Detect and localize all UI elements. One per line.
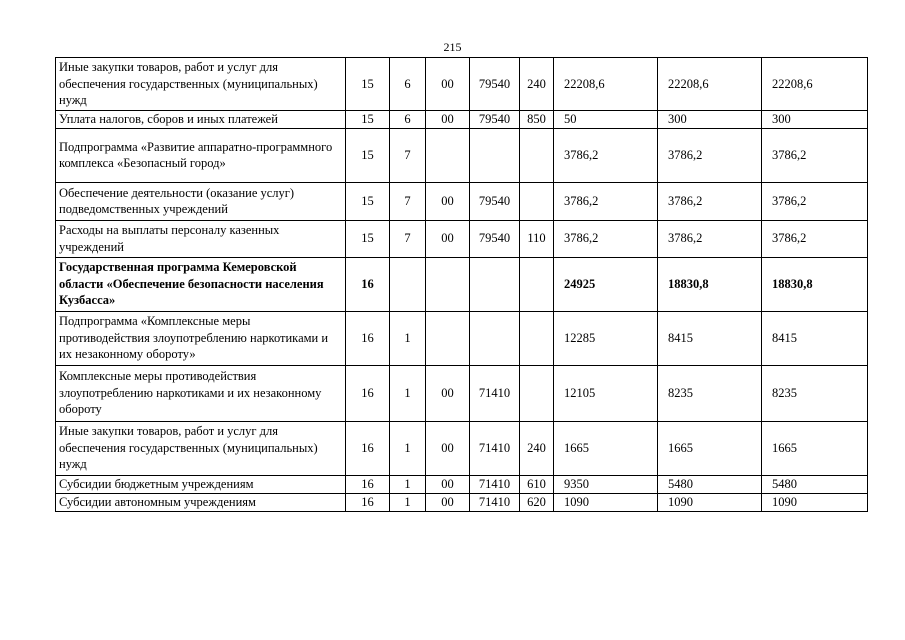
- amount-year2-cell: 8415: [658, 311, 762, 365]
- direction-code-cell: [470, 128, 520, 182]
- section-code-cell: 15: [346, 220, 390, 257]
- table-row: [56, 365, 868, 421]
- table-row: [56, 493, 868, 511]
- program-code-cell: 00: [426, 220, 470, 257]
- expense-type-cell: [520, 365, 554, 421]
- amount-year3-cell: 1665: [762, 421, 868, 475]
- amount-year2-cell: 3786,2: [658, 128, 762, 182]
- direction-code-cell: 79540: [470, 182, 520, 220]
- expense-type-cell: 110: [520, 220, 554, 257]
- amount-year2-cell: 3786,2: [658, 220, 762, 257]
- subsection-code-cell: 1: [390, 493, 426, 511]
- amount-year2-cell: 18830,8: [658, 257, 762, 311]
- table-row: [56, 421, 868, 475]
- section-code-cell: 16: [346, 421, 390, 475]
- row-name-cell: Обеспечение деятельности (оказание услуг) подведомственных учреждений: [56, 182, 346, 220]
- amount-year2-cell: 3786,2: [658, 182, 762, 220]
- row-name-cell: Субсидии бюджетным учреждениям: [56, 475, 346, 493]
- table-row: [56, 111, 868, 129]
- amount-year1-cell: 12105: [554, 365, 658, 421]
- expense-type-cell: 240: [520, 58, 554, 111]
- table-row: [56, 220, 868, 257]
- row-name-cell: Государственная программа Кемеровской области «Обеспечение безопасности населения Кузбасса»: [56, 257, 346, 311]
- row-name-cell: Субсидии автономным учреждениям: [56, 493, 346, 511]
- amount-year2-cell: 8235: [658, 365, 762, 421]
- row-name-cell: Расходы на выплаты персоналу казенных учреждений: [56, 220, 346, 257]
- subsection-code-cell: 7: [390, 182, 426, 220]
- amount-year1-cell: 3786,2: [554, 220, 658, 257]
- program-code-cell: 00: [426, 493, 470, 511]
- program-code-cell: 00: [426, 421, 470, 475]
- program-code-cell: 00: [426, 58, 470, 111]
- amount-year2-cell: 5480: [658, 475, 762, 493]
- amount-year3-cell: 22208,6: [762, 58, 868, 111]
- row-name-cell: Комплексные меры противодействия злоупотреблению наркотиками и их незаконному обороту: [56, 365, 346, 421]
- direction-code-cell: 71410: [470, 421, 520, 475]
- subsection-code-cell: 7: [390, 128, 426, 182]
- section-code-cell: 16: [346, 257, 390, 311]
- table-row: [56, 311, 868, 365]
- direction-code-cell: 71410: [470, 365, 520, 421]
- program-code-cell: 00: [426, 182, 470, 220]
- direction-code-cell: 71410: [470, 493, 520, 511]
- subsection-code-cell: 6: [390, 111, 426, 129]
- section-code-cell: 15: [346, 128, 390, 182]
- expense-type-cell: 850: [520, 111, 554, 129]
- expense-type-cell: 620: [520, 493, 554, 511]
- expense-type-cell: [520, 311, 554, 365]
- direction-code-cell: 79540: [470, 58, 520, 111]
- section-code-cell: 16: [346, 475, 390, 493]
- amount-year1-cell: 12285: [554, 311, 658, 365]
- program-code-cell: [426, 311, 470, 365]
- amount-year2-cell: 22208,6: [658, 58, 762, 111]
- amount-year3-cell: 18830,8: [762, 257, 868, 311]
- page-number: 215: [443, 40, 462, 54]
- subsection-code-cell: 7: [390, 220, 426, 257]
- row-name-cell: Подпрограмма «Развитие аппаратно-программного комплекса «Безопасный город»: [56, 128, 346, 182]
- subsection-code-cell: 6: [390, 58, 426, 111]
- direction-code-cell: 79540: [470, 220, 520, 257]
- table-row: [56, 58, 868, 111]
- direction-code-cell: 71410: [470, 475, 520, 493]
- program-code-cell: 00: [426, 475, 470, 493]
- amount-year2-cell: 300: [658, 111, 762, 129]
- amount-year2-cell: 1090: [658, 493, 762, 511]
- expense-type-cell: [520, 128, 554, 182]
- amount-year3-cell: 3786,2: [762, 128, 868, 182]
- program-code-cell: 00: [426, 365, 470, 421]
- direction-code-cell: 79540: [470, 111, 520, 129]
- program-code-cell: [426, 128, 470, 182]
- amount-year1-cell: 22208,6: [554, 58, 658, 111]
- program-code-cell: 00: [426, 111, 470, 129]
- amount-year2-cell: 1665: [658, 421, 762, 475]
- row-name-cell: Иные закупки товаров, работ и услуг для обеспечения государственных (муниципальных) нужд: [56, 421, 346, 475]
- amount-year1-cell: 50: [554, 111, 658, 129]
- amount-year1-cell: 3786,2: [554, 128, 658, 182]
- direction-code-cell: [470, 257, 520, 311]
- expense-type-cell: [520, 257, 554, 311]
- amount-year3-cell: 3786,2: [762, 220, 868, 257]
- section-code-cell: 15: [346, 182, 390, 220]
- program-code-cell: [426, 257, 470, 311]
- section-code-cell: 15: [346, 111, 390, 129]
- amount-year3-cell: 1090: [762, 493, 868, 511]
- table-row: [56, 128, 868, 182]
- budget-table-body: [56, 58, 868, 512]
- table-row: [56, 475, 868, 493]
- amount-year1-cell: 1090: [554, 493, 658, 511]
- amount-year1-cell: 1665: [554, 421, 658, 475]
- amount-year3-cell: 3786,2: [762, 182, 868, 220]
- subsection-code-cell: 1: [390, 421, 426, 475]
- row-name-cell: Подпрограмма «Комплексные меры противодействия злоупотреблению наркотиками и их незаконному обороту»: [56, 311, 346, 365]
- section-code-cell: 16: [346, 493, 390, 511]
- expense-type-cell: 240: [520, 421, 554, 475]
- amount-year1-cell: 24925: [554, 257, 658, 311]
- section-code-cell: 16: [346, 311, 390, 365]
- row-name-cell: Иные закупки товаров, работ и услуг для обеспечения государственных (муниципальных) нужд: [56, 58, 346, 111]
- amount-year3-cell: 8415: [762, 311, 868, 365]
- expense-type-cell: [520, 182, 554, 220]
- amount-year1-cell: 9350: [554, 475, 658, 493]
- expense-type-cell: 610: [520, 475, 554, 493]
- budget-table: [55, 57, 868, 512]
- row-name-cell: Уплата налогов, сборов и иных платежей: [56, 111, 346, 129]
- amount-year3-cell: 300: [762, 111, 868, 129]
- direction-code-cell: [470, 311, 520, 365]
- subsection-code-cell: 1: [390, 475, 426, 493]
- subsection-code-cell: 1: [390, 365, 426, 421]
- subsection-code-cell: 1: [390, 311, 426, 365]
- amount-year1-cell: 3786,2: [554, 182, 658, 220]
- amount-year3-cell: 8235: [762, 365, 868, 421]
- section-code-cell: 16: [346, 365, 390, 421]
- table-row: [56, 257, 868, 311]
- amount-year3-cell: 5480: [762, 475, 868, 493]
- section-code-cell: 15: [346, 58, 390, 111]
- table-row: [56, 182, 868, 220]
- subsection-code-cell: [390, 257, 426, 311]
